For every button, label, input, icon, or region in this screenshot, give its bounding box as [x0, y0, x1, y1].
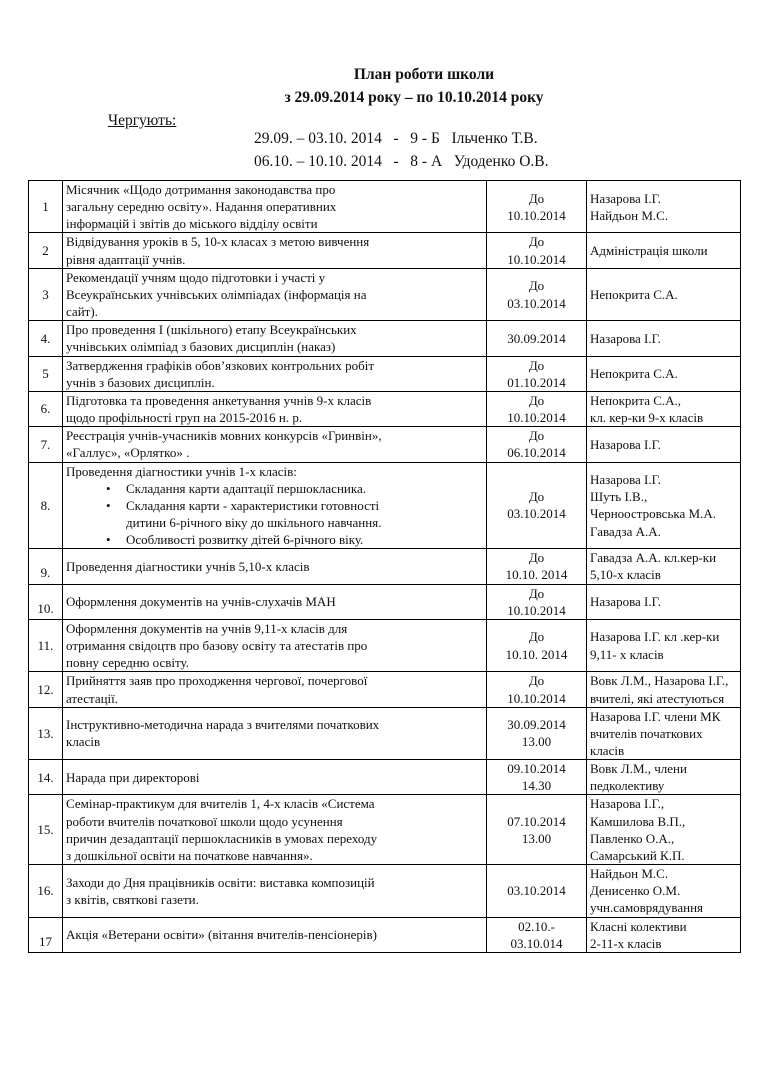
table-row — [29, 760, 741, 795]
table-row — [29, 865, 741, 917]
table-row — [29, 549, 741, 584]
responsible-cell — [587, 795, 741, 865]
deadline-line: До — [528, 585, 545, 601]
activity-cell — [63, 619, 487, 671]
row-number: 1 — [29, 181, 63, 233]
table-row — [29, 795, 741, 865]
responsible-line: вчителів початкових — [590, 725, 703, 741]
table-row — [29, 584, 741, 619]
deadline-cell — [487, 672, 587, 707]
activity-line: Акція «Ветерани освіти» (вітання вчителів-пенсіонерів) — [66, 927, 377, 943]
responsible-line: Черноостровська М.А. — [590, 506, 716, 522]
deadline-line: 03.10.2014 — [507, 883, 566, 899]
activity-cell — [63, 760, 487, 795]
activity-cell — [63, 391, 487, 426]
row-number: 4. — [29, 321, 63, 356]
table-row — [29, 462, 741, 549]
responsible-cell — [587, 356, 741, 391]
plan-period: з 29.09.2014 року – по 10.10.2014 року — [284, 89, 544, 106]
row-number: 12. — [29, 672, 63, 707]
deadline-cell — [487, 356, 587, 391]
row-number: 5 — [29, 356, 63, 391]
row-number: 2 — [29, 233, 63, 268]
deadline-line: 02.10.- — [518, 918, 555, 934]
row-number: 7. — [29, 427, 63, 462]
responsible-line: Назарова І.Г. — [590, 436, 661, 452]
responsible-line: Самарський К.П. — [590, 847, 685, 863]
deadline-line: 10.10.2014 — [507, 690, 566, 706]
responsible-cell — [587, 707, 741, 759]
table-row — [29, 619, 741, 671]
duty-line: 29.09. – 03.10. 2014 - 9 - Б Ільченко Т.В. — [254, 130, 538, 147]
activity-line: Місячник «Щодо дотримання законодавства про — [66, 182, 336, 197]
deadline-line: 10.10.2014 — [507, 207, 566, 223]
row-number: 11. — [29, 619, 63, 671]
responsible-line: 9,11- х класів — [590, 646, 664, 662]
activity-line: отримання свідоцтв про базову освіту та атестатів про — [66, 638, 368, 654]
deadline-cell — [487, 865, 587, 917]
responsible-line: Вовк Л.М., Назарова І.Г., — [590, 673, 729, 689]
table-row — [29, 707, 741, 759]
responsible-line: Адміністрація школи — [590, 243, 708, 259]
deadline-cell — [487, 427, 587, 462]
table-row — [29, 672, 741, 707]
row-number: 14. — [29, 760, 63, 795]
responsible-cell — [587, 427, 741, 462]
deadline-cell — [487, 549, 587, 584]
activity-cell — [63, 795, 487, 865]
table-row — [29, 917, 741, 952]
deadline-cell — [487, 917, 587, 952]
activity-cell — [63, 917, 487, 952]
activity-line: інформацій і звітів до міського відділу освіти — [66, 216, 318, 232]
bullet-item: • Складання карти адаптації першокласника. — [106, 480, 483, 497]
deadline-line: До — [528, 428, 545, 444]
activity-line: повну середню освіту. — [66, 655, 189, 671]
deadline-line: 03.10.014 — [510, 935, 563, 951]
table-row — [29, 356, 741, 391]
activity-cell — [63, 672, 487, 707]
bullet-item-continuation: дитини 6-річного віку до шкільного навчання. — [126, 514, 382, 530]
row-number: 10. — [29, 584, 63, 619]
deadline-line: До — [528, 392, 545, 408]
row-number: 17 — [29, 917, 63, 952]
deadline-cell — [487, 619, 587, 671]
deadline-line: 06.10.2014 — [507, 445, 566, 461]
deadline-cell — [487, 181, 587, 233]
activity-line: рівня адаптації учнів. — [66, 251, 186, 267]
activity-cell — [63, 707, 487, 759]
responsible-line: Непокрита С.А., — [590, 392, 682, 408]
activity-line: учнівських олімпіад з базових дисциплін (наказ) — [66, 339, 336, 355]
activity-line: Оформлення документів на учнів-слухачів МАН — [66, 594, 336, 610]
deadline-line: 30.09.2014 — [507, 717, 566, 733]
responsible-line: Павленко О.А., — [590, 830, 675, 846]
responsible-line: Назарова І.Г., — [590, 796, 665, 812]
row-number: 8. — [29, 462, 63, 549]
deadline-line: 10.10.2014 — [507, 410, 566, 426]
row-number: 9. — [29, 549, 63, 584]
responsible-line: Вовк Л.М., члени — [590, 761, 687, 777]
responsible-cell — [587, 672, 741, 707]
responsible-line: Класні колективи — [590, 918, 687, 934]
activity-line: атестації. — [66, 690, 119, 706]
activity-intro: Проведення діагностики учнів 1-х класів: — [66, 463, 297, 479]
activity-line: Рекомендації учням щодо підготовки і участі у — [66, 269, 326, 285]
deadline-line: 10.10. 2014 — [505, 567, 568, 583]
responsible-cell — [587, 268, 741, 320]
bullet-item: • Особливості розвитку дітей 6-річного віку. — [106, 531, 483, 548]
activity-line: Про проведення І (шкільного) етапу Всеукраїнських — [66, 322, 357, 338]
row-number: 13. — [29, 707, 63, 759]
deadline-cell — [487, 268, 587, 320]
responsible-cell — [587, 760, 741, 795]
activity-cell — [63, 462, 487, 549]
page-title: План роботи школи — [353, 66, 495, 83]
deadline-line: До — [528, 234, 545, 250]
plan-table — [28, 180, 741, 953]
deadline-cell — [487, 795, 587, 865]
responsible-line: кл. кер-ки 9-х класів — [590, 410, 704, 426]
activity-line: Всеукраїнських учнівських олімпіадах (інформація на — [66, 286, 367, 302]
table-row — [29, 427, 741, 462]
responsible-cell — [587, 391, 741, 426]
deadline-line: 10.10.2014 — [507, 602, 566, 618]
responsible-line: педколективу — [590, 778, 665, 794]
deadline-line: До — [528, 673, 545, 689]
deadline-line: До — [528, 550, 545, 566]
responsible-line: Гавадза А.А. — [590, 523, 661, 539]
activity-cell — [63, 181, 487, 233]
activity-line: Оформлення документів на учнів 9,11-х класів для — [66, 620, 348, 636]
responsible-line: Найдьон М.С. — [590, 866, 669, 882]
table-row — [29, 391, 741, 426]
activity-line: класів — [66, 734, 101, 750]
responsible-line: Непокрита С.А. — [590, 286, 678, 302]
deadline-cell — [487, 391, 587, 426]
row-number: 15. — [29, 795, 63, 865]
deadline-line: 03.10.2014 — [507, 295, 566, 311]
responsible-line: Назарова І.Г. — [590, 594, 661, 610]
activity-line: з квітів, святкові газети. — [66, 891, 199, 907]
responsible-cell — [587, 584, 741, 619]
row-number: 3 — [29, 268, 63, 320]
activity-line: роботи вчителів початкової школи щодо усунення — [66, 813, 343, 829]
responsible-line: Назарова І.Г. кл .кер-ки — [590, 629, 720, 645]
activity-line: Затвердження графіків обов’язкових контрольних робіт — [66, 357, 375, 373]
activity-cell — [63, 356, 487, 391]
responsible-line: класів — [590, 743, 625, 758]
table-row — [29, 181, 741, 233]
responsible-line: Назарова І.Г. члени МК — [590, 708, 721, 724]
plan-table-body — [29, 181, 741, 953]
activity-line: з дошкільної освіти на початкове навчання». — [66, 847, 313, 863]
duty-line: 06.10. – 10.10. 2014 - 8 - А Удоденко О.В. — [254, 153, 549, 170]
deadline-cell — [487, 707, 587, 759]
deadline-line: До — [528, 190, 545, 206]
table-row — [29, 321, 741, 356]
activity-line: причин дезадаптації першокласників в умовах переходу — [66, 830, 378, 846]
deadline-line: До — [528, 629, 545, 645]
activity-line: Підготовка та проведення анкетування учнів 9-х класів — [66, 392, 372, 408]
responsible-line: учн.самоврядування — [590, 900, 704, 916]
responsible-cell — [587, 549, 741, 584]
deadline-line: До — [528, 357, 545, 373]
deadline-line: 07.10.2014 — [507, 813, 566, 829]
bullet-item: • Складання карти - характеристики готовності — [106, 497, 483, 514]
deadline-line: До — [528, 278, 545, 294]
activity-cell — [63, 268, 487, 320]
responsible-line: Камшилова В.П., — [590, 813, 686, 829]
deadline-line: 09.10.2014 — [507, 761, 566, 777]
responsible-line: Непокрита С.А. — [590, 366, 678, 382]
deadline-line: 10.10.2014 — [507, 251, 566, 267]
responsible-cell — [587, 462, 741, 549]
responsible-line: Гавадза А.А. кл.кер-ки — [590, 550, 717, 566]
responsible-line: Шуть І.В., — [590, 489, 648, 505]
responsible-line: Денисенко О.М. — [590, 883, 681, 899]
responsible-line: Назарова І.Г. — [590, 190, 661, 206]
activity-line: Проведення діагностики учнів 5,10-х класів — [66, 558, 310, 574]
activity-cell — [63, 427, 487, 462]
deadline-line: 13.00 — [521, 734, 552, 750]
deadline-line: 30.09.2014 — [507, 330, 566, 346]
responsible-cell — [587, 321, 741, 356]
activity-cell — [63, 321, 487, 356]
table-row — [29, 268, 741, 320]
deadline-line: 14.30 — [521, 778, 552, 794]
responsible-line: Назарова І.Г. — [590, 330, 661, 346]
activity-line: Прийняття заяв про проходження чергової, почергової — [66, 673, 368, 689]
deadline-line: 10.10. 2014 — [505, 646, 568, 662]
activity-line: учнів з базових дисциплін. — [66, 374, 215, 390]
row-number: 6. — [29, 391, 63, 426]
activity-line: Заходи до Дня працівників освіти: виставка композицій — [66, 874, 375, 890]
deadline-cell — [487, 462, 587, 549]
deadline-line: До — [528, 489, 545, 505]
responsible-cell — [587, 181, 741, 233]
activity-line: сайт). — [66, 304, 98, 320]
deadline-cell — [487, 233, 587, 268]
deadline-cell — [487, 760, 587, 795]
deadline-cell — [487, 584, 587, 619]
activity-cell — [63, 549, 487, 584]
responsible-line: вчителі, які атестуються — [590, 690, 725, 706]
duty-label: Чергують: — [108, 112, 177, 129]
responsible-line: Найдьон М.С. — [590, 207, 669, 223]
activity-cell — [63, 865, 487, 917]
responsible-line: Назарова І.Г. — [590, 472, 661, 488]
activity-line: Інструктивно-методична нарада з вчителями початкових — [66, 717, 380, 733]
activity-cell — [63, 584, 487, 619]
table-row — [29, 233, 741, 268]
responsible-cell — [587, 233, 741, 268]
activity-line: «Галлус», «Орлятко» . — [66, 445, 190, 461]
activity-line: Семінар-практикум для вчителів 1, 4-х класів «Система — [66, 796, 375, 812]
responsible-cell — [587, 619, 741, 671]
activity-line: Нарада при директорові — [66, 769, 200, 785]
deadline-cell — [487, 321, 587, 356]
deadline-line: 01.10.2014 — [507, 374, 566, 390]
bullet-list — [66, 480, 483, 549]
responsible-cell — [587, 865, 741, 917]
activity-cell — [63, 233, 487, 268]
responsible-line: 5,10-х класів — [590, 567, 661, 583]
activity-line: Відвідування уроків в 5, 10-х класах з метою вивчення — [66, 234, 370, 250]
row-number: 16. — [29, 865, 63, 917]
deadline-line: 13.00 — [521, 830, 552, 846]
activity-line: щодо профільності груп на 2015-2016 н. р. — [66, 410, 303, 426]
responsible-line: 2-11-х класів — [590, 935, 662, 951]
deadline-line: 03.10.2014 — [507, 506, 566, 522]
responsible-cell — [587, 917, 741, 952]
activity-line: загальну середню освіту». Надання оперативних — [66, 199, 337, 215]
activity-line: Реєстрація учнів-учасників мовних конкурсів «Гринвін», — [66, 428, 382, 444]
